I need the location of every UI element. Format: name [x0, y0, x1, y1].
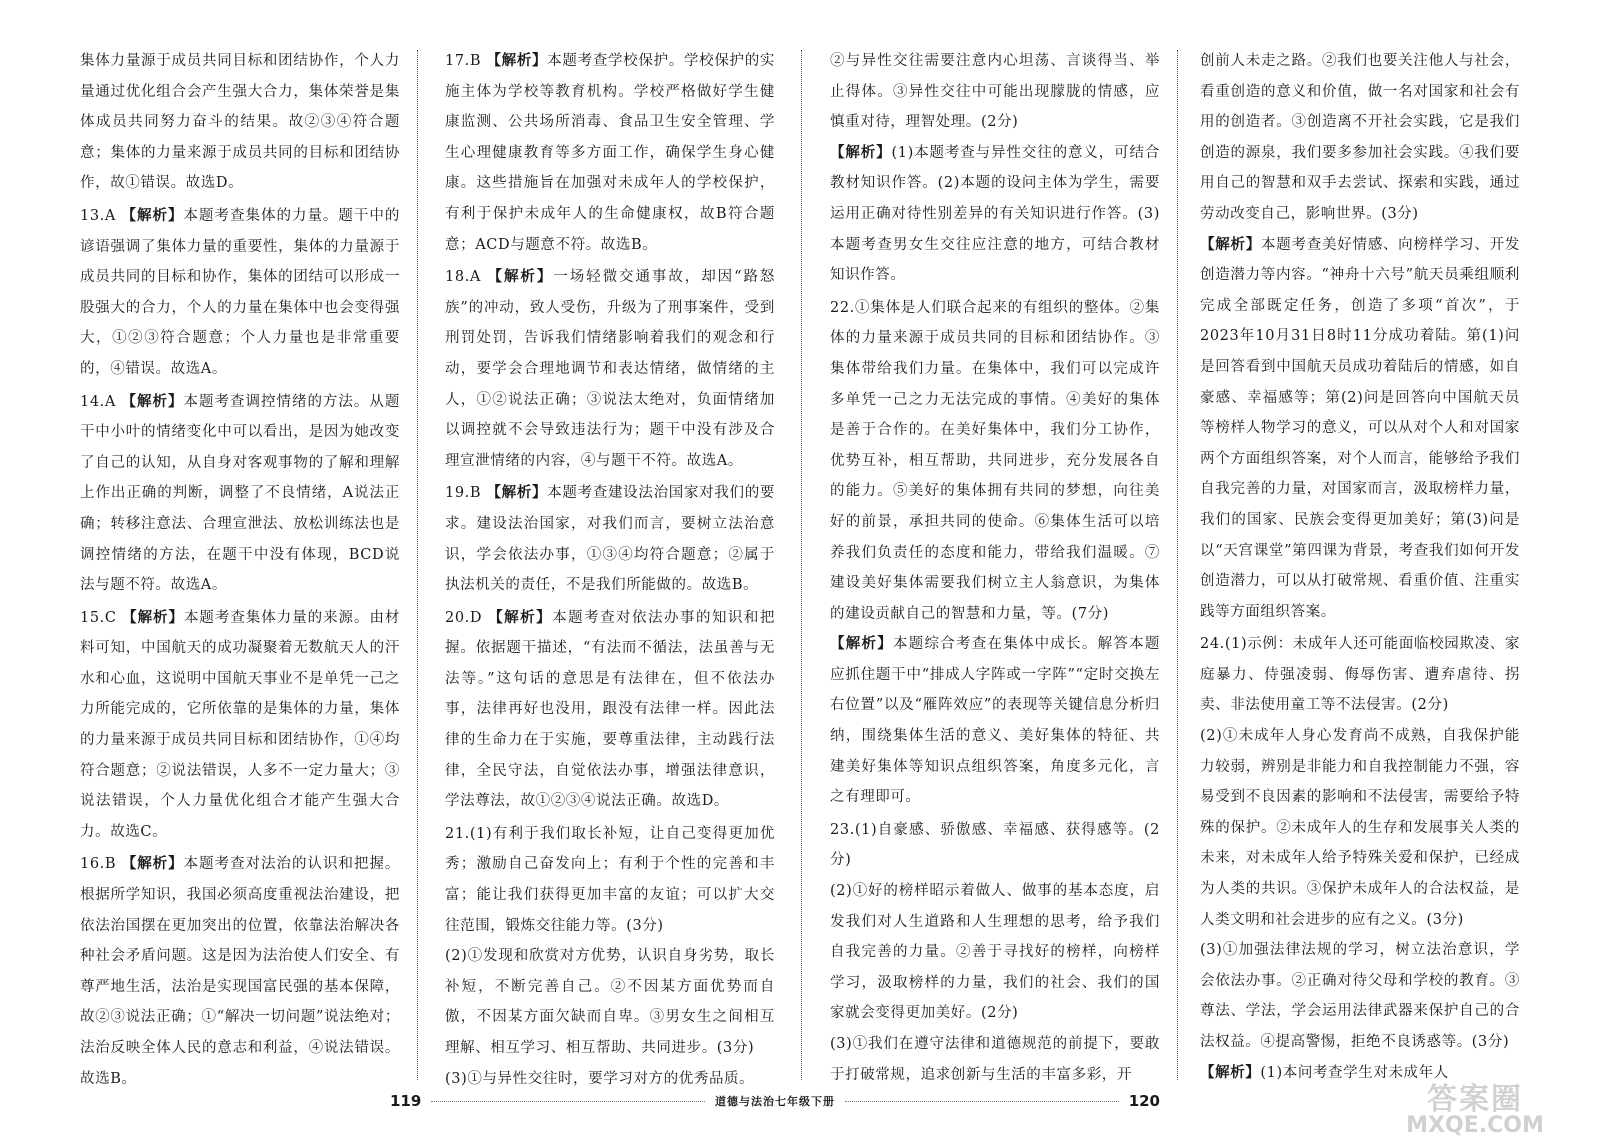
analysis-tag: 【解析】: [1200, 1063, 1261, 1081]
item-number: 13.A: [80, 207, 116, 224]
answer-text: 22.①集体是人们联合起来的有组织的整体。②集体的力量来源于成员共同的目标和团结协作。③集体带给我们力量。在集体中，我们可以完成许多单凭一己之力无法完成的事情。④美好的集体是善于合作的。在美好集体中，我们分工协作，优势互补，相互帮助，共同进步，充分发展各自的能力。⑤美好的集体拥有共同的梦想，向往美好的前景，承担共同的使命。⑥集体生活可以培养我们负责任的态度和能力，带给我们温暖。⑦建设美好集体需要我们树立主人翁意识，为集体的建设贡献自己的智慧和力量，等。(7分): [830, 299, 1160, 622]
analysis-tag: 【解析】: [1200, 235, 1261, 253]
answer-item-15: [80, 603, 400, 848]
column-3: [830, 46, 1160, 1086]
analysis-text: 本题考查集体力量的来源。由材料可知，中国航天的成功凝聚着无数航天人的汗水和心血，这说明中国航天事业不是单凭一己之力所能完成的，它所依靠的是集体的力量，集体的力量来源于成员共同目标和团结协作，①④均符合题意；②说法错误，人多不一定力量大；③说法错误，个人力量优化组合才能产生强大合力。故选C。: [80, 609, 400, 840]
analysis-tag: 【解析】: [486, 52, 548, 69]
item-number: 17.B: [445, 53, 482, 69]
analysis-tag: 【解析】: [830, 635, 893, 653]
item-number: 22.: [830, 299, 855, 316]
item-number: 14.A: [80, 393, 116, 410]
analysis-text: 本题考查对法治的认识和把握。根据所学知识，我国必须高度重视法治建设，把依法治国摆在更加突出的位置，依靠法治解决各种社会矛盾问题。这是因为法治使人们安全、有尊严地生活，法治是实现国富民强的基本保障，故②③说法正确；①“解决一切问题”说法绝对；法治反映全体人民的意志和利益，④说法错误。故选B。: [80, 856, 400, 1086]
answer-item-20: [445, 603, 775, 817]
item-number: 19.B: [445, 485, 482, 502]
answer-item-21-continuation: [830, 46, 1160, 291]
answer-item-14: [80, 387, 400, 601]
page-footer: [390, 1090, 1160, 1112]
analysis-tag: 【解析】: [487, 268, 554, 286]
answer-item-24: [1200, 629, 1520, 1086]
watermark-text: 答案圈: [1427, 1082, 1523, 1117]
analysis-tag: 【解析】: [121, 855, 184, 873]
analysis-text: 本题考查学校保护。学校保护的实施主体为学校等教育机构。学校严格做好学生健康监测、公共场所消毒、食品卫生安全管理、学生心理健康教育等多方面工作，确保学生身心健康。这些措施旨在加强对未成年人的学校保护，有利于保护未成年人的生命健康权，故B符合题意；ACD与题意不符。故选B。: [445, 53, 775, 253]
answer-item-13: [80, 201, 400, 385]
item-number: 20.D: [445, 609, 483, 626]
analysis-tag: 【解析】: [122, 608, 184, 626]
watermark-logo: [1390, 1082, 1560, 1138]
analysis-tag: 【解析】: [830, 143, 892, 161]
analysis-text: (1)本问考查学生对未成年人: [1260, 1064, 1449, 1081]
analysis-tag: 【解析】: [488, 608, 553, 626]
page-gutter-divider: [801, 50, 802, 1080]
answer-part-1: 21.(1)有利于我们取长补短，让自己变得更加优秀；激励自己奋发向上；有利于个性的完善和丰富；能让我们获得更加丰富的友谊；可以扩大交往范围，锻炼交往能力等。(3分): [445, 825, 775, 934]
answer-part-3: (3)①加强法律法规的学习，树立法治意识，学会依法办事。②正确对待父母和学校的教育。③尊法、学法，学会运用法律武器来保护自己的合法权益。④提高警惕，拒绝不良诱惑等。(3分): [1200, 942, 1520, 1050]
book-title: 道德与法治七年级下册: [715, 1095, 835, 1108]
analysis-text: 本题考查美好情感、向榜样学习、开发创造潜力等内容。“神舟十六号”航天员乘组顺利完成全部既定任务，创造了多项“首次”，于2023年10月31日8时11分成功着陆。第(1)问是回答看到中国航天员成功着陆后的情感，如自豪感、幸福感等；第(2)问是回答向中国航天员等榜样人物学习的意义，可以从对个人和对国家两个方面组织答案，对个人而言，能够给予我们自我完善的力量，对国家而言，汲取榜样力量，我们的国家、民族会变得更加美好；第(3)问是以“天宫课堂”第四课为背景，考查我们如何开发创造潜力，可以从打破常规、看重价值、注重实践等方面组织答案。: [1200, 236, 1520, 620]
answer-part-3-cont: ②与异性交往需要注意内心坦荡、言谈得当、举止得体。③异性交往中可能出现朦胧的情感，应慎重对待，理智处理。(2分): [830, 53, 1160, 131]
column-2: [445, 46, 775, 1086]
column-4: [1200, 46, 1520, 1086]
analysis-text: 本题考查调控情绪的方法。从题干中小叶的情绪变化中可以看出，是因为她改变了自己的认知，从自身对客观事物的了解和理解上作出正确的判断，调整了不良情绪，A说法正确；转移注意法、合理宣泄法、放松训练法也是调控情绪的方法，在题干中没有体现，BCD说法与题不符。故选A。: [80, 393, 400, 594]
answer-item-21: [445, 819, 775, 1086]
analysis-text: 本题综合考查在集体中成长。解答本题应抓住题干中“排成人字阵或一字阵”“定时交换左右位置”以及“雁阵效应”的表现等关键信息分析归纳，围绕集体生活的意义、美好集体的特征、共建美好集体等知识点组织答案，角度多元化，言之有理即可。: [830, 636, 1160, 806]
item-number: 21.: [445, 825, 470, 842]
footer-rule: [431, 1101, 705, 1102]
answer-item-19: [445, 478, 775, 600]
analysis-paragraph: [830, 138, 1160, 291]
analysis-text: (1)本题考查与异性交往的意义，可结合教材知识作答。(2)本题的设问主体为学生，需要运用正确对待性别差异的有关知识进行作答。(3)本题考查男女生交往应注意的地方，可结合教材知识作答。: [830, 144, 1160, 284]
analysis-text: 本题考查建设法治国家对我们的要求。建设法治国家，对我们而言，要树立法治意识，学会依法办事，①③④均符合题意；②属于执法机关的责任，不是我们所能做的。故选B。: [445, 485, 775, 594]
answer-item-23: [830, 815, 1160, 1086]
left-page-number: 119: [390, 1092, 422, 1110]
answer-part-2: (2)①发现和欣赏对方优势，认识自身劣势，取长补短，不断完善自己。②不因某方面优势而自傲，不因某方面欠缺而自卑。③男女生之间相互理解、相互学习、相互帮助、共同进步。(3分): [445, 948, 775, 1056]
item-number: 23.: [830, 821, 855, 838]
answer-part-1: 24.(1)示例：未成年人还可能面临校园欺凌、家庭暴力、侍强凌弱、侮辱伤害、遭弃虐待、拐卖、非法使用童工等不法侵害。(2分): [1200, 636, 1520, 714]
item-number: 15.C: [80, 609, 117, 626]
analysis-tag: 【解析】: [486, 484, 548, 502]
right-page-number: 120: [1128, 1092, 1160, 1110]
answer-part-3: (3)①我们在遵守法律和道德规范的前提下，要敢于打破常规，追求创新与生活的丰富多彩，开: [830, 1036, 1160, 1083]
column-divider: [417, 50, 418, 1080]
answer-part-3-cont: 创前人未走之路。②我们也要关注他人与社会，看重创造的意义和价值，做一名对国家和社会有用的创造者。③创造离不开社会实践，它是我们创造的源泉，我们要多参加社会实践。④我们要用自己的智慧和双手去尝试、探索和实践，通过劳动改变自己，影响世界。(3分): [1200, 53, 1520, 222]
analysis-text: 本题考查对依法办事的知识和把握。依据题干描述，“有法而不循法，法虽善与无法等。”这句话的意思是有法律在，但不依法办事，法律再好也没用，跟没有法律一样。因此法律的生命力在于实施，要尊重法律，主动践行法律，全民守法，自觉依法办事，增强法律意识，学法尊法，故①②③④说法正确。故选D。: [445, 609, 775, 810]
answer-part-2: (2)①未成年人身心发育尚不成熟，自我保护能力较弱，辨别是非能力和自我控制能力不强，容易受到不良因素的影响和不法侵害，需要给予特殊的保护。②未成年人的生存和发展事关人类的未来，对未成年人给予特殊关爱和保护，已经成为人类的共识。③保护未成年人的合法权益，是人类文明和社会进步的应有之义。(3分): [1200, 728, 1520, 928]
answer-item-17: [445, 46, 775, 260]
analysis-text: 一场轻微交通事故，却因“路怒族”的冲动，致人受伤，升级为了刑事案件，受到刑罚处罚，告诉我们情绪影响着我们的观念和行动，要学会合理地调节和表达情绪，做情绪的主人，①②说法正确；③说法太绝对，负面情绪加以调控就不会导致违法行为；题干中没有涉及合理宣泄情绪的内容，④与题干不符。故选A。: [445, 269, 775, 469]
analysis-tag: 【解析】: [121, 206, 184, 224]
watermark-url: MXQE.COM: [1406, 1113, 1544, 1138]
footer-rule: [845, 1101, 1119, 1102]
answer-item-23-continuation: [1200, 46, 1520, 627]
item-number: 18.A: [445, 269, 481, 286]
analysis-text: 本题考查集体的力量。题干中的谚语强调了集体力量的重要性，集体的力量源于成员共同的目标和协作，集体的团结可以形成一股强大的合力，个人的力量在集体中也会变得强大，①②③符合题意；个人力量也是非常重要的，④错误。故选A。: [80, 207, 400, 377]
q12-continuation: 集体力量源于成员共同目标和团结协作，个人力量通过优化组合会产生强大合力，集体荣誉是集体成员共同努力奋斗的结果。故②③④符合题意；集体的力量来源于成员共同的目标和团结协作，故①错误。故选D。: [80, 53, 400, 192]
answer-item-18: [445, 262, 775, 476]
analysis-paragraph: [830, 629, 1160, 813]
answer-part-3: (3)①与异性交往时，要学习对方的优秀品质。: [445, 1070, 755, 1086]
column-divider: [1177, 50, 1178, 1080]
column-1: [80, 46, 400, 1086]
answer-part-1: 23.(1)自豪感、骄傲感、幸福感、获得感等。(2分): [830, 821, 1160, 869]
answer-item-22: [830, 293, 1160, 813]
answer-item-16: [80, 849, 400, 1086]
item-number: 24.: [1200, 636, 1225, 653]
answer-part-2: (2)①好的榜样昭示着做人、做事的基本态度，启发我们对人生道路和人生理想的思考，给予我们自我完善的力量。②善于寻找好的榜样，向榜样学习，汲取榜样的力量，我们的社会、我们的国家就会变得更加美好。(2分): [830, 883, 1160, 1022]
item-number: 16.B: [80, 856, 117, 873]
analysis-tag: 【解析】: [121, 392, 184, 410]
analysis-paragraph: [1200, 230, 1520, 628]
